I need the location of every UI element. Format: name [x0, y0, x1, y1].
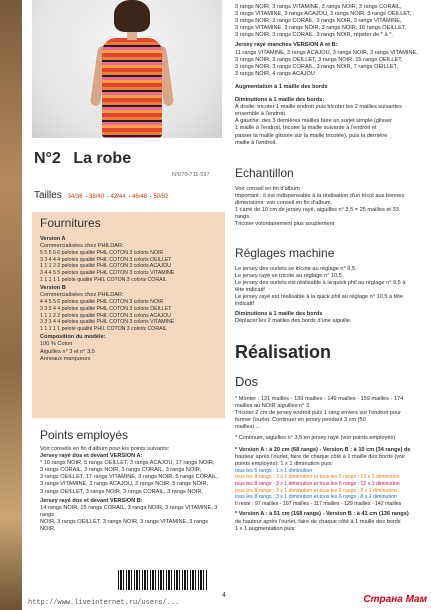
echantillon-line-6: Tricoter volontairement plus souplement — [235, 221, 335, 228]
version-a-sub: Commercialisées chez PHILDAR: — [40, 243, 124, 250]
dim-line-5: passer la maille glissée sur la maille tricotée), puis la dernière — [235, 132, 388, 139]
composition-label: Composition du modèle: — [40, 334, 106, 341]
end-line-2: de hauteur après l'ourlet, faire de chaque côté à 1 maille des bords — [235, 518, 401, 525]
version-a-line-1: 5 5 5 6 6 pelotes qualité PHIL COTON 3 coloris NOIR — [40, 250, 164, 257]
echantillon-line-4: 1 carré de 10 cm de jersey rayé, aiguilles n° 3,5 = 25 mailles et 33 — [235, 207, 399, 214]
aug-label: Augmentation à 1 maille des bords — [235, 83, 328, 90]
page-number: 4 — [222, 592, 226, 599]
dim-line-2: ensemble à l'endroit. — [235, 111, 287, 118]
version-a-line-5: 1 1 1 1 1 pelote qualité PHIL COTON 3 coloris CORAIL — [40, 276, 167, 283]
footer-url[interactable]: http://www.liveinternet.ru/users/... — [28, 599, 180, 607]
version-b-line-3: 1 1 1 2 2 pelotes qualité PHIL COTON 3 coloris ACAJOU — [40, 312, 171, 319]
end-line-1: * Version A : à 51 cm (168 rangs) - Version B : à 41 cm (136 rangs) — [235, 511, 409, 518]
manches-line-2: 3 rangs NOIR, 3 rangs OEILLET, 3 rangs NOIR, 15 rangs OEILLET, — [235, 56, 403, 63]
title-block — [34, 150, 131, 168]
top-line-1: 3 rangs NOIR, 3 rangs VITAMINE, 3 rangs NOIR, 3 rangs CORAIL, — [235, 4, 402, 10]
echantillon-line-5: rangs. — [235, 214, 251, 221]
composition-value: 100 % Coton — [40, 341, 73, 348]
version-a-line-2: 3 3 4 4 4 pelotes qualité PHIL COTON 3 coloris OEILLET — [40, 256, 172, 263]
monter-line-5: mailles) ... — [235, 424, 261, 431]
reglages-dim-label: Diminutions à 1 maille des bords — [235, 310, 323, 317]
version-b-sub: Commercialisées chez PHILDAR: — [40, 292, 124, 299]
points-content — [40, 446, 224, 533]
version-b-line-4: 3 3 3 4 4 pelotes qualité PHIL COTON 3 coloris VITAMINE — [40, 319, 175, 326]
top-line-3: 3 rangs NOIR, 3 rangs CORAIL, 3 rangs NOIR, 3 rangs VITAMINE, — [235, 18, 402, 25]
reglages-line-3: Le jersey des ourlets est réalisable à la quick phil au réglage n° 9,5 à — [235, 280, 406, 287]
version-line: * Version A : à 20 cm (68 rangs) - Version B : à 10 cm (34 rangs) de — [235, 446, 411, 453]
reglages-line-5: Le jersey rayé est réalisable à la quick phil au réglage n° 10,5 à tête — [235, 294, 403, 301]
striped-dress — [102, 38, 162, 138]
continuer-line: * Continuer, aiguilles n° 3,5 en jersey rayé (voir points employés) — [235, 435, 396, 442]
sizes-label: Tailles — [34, 190, 62, 201]
realisation-heading: Réalisation — [235, 342, 332, 362]
reglages-line-2: Le jersey rayé se tricote au réglage n° 10,5 — [235, 273, 342, 280]
reglages-heading: Réglages machine — [235, 246, 335, 260]
fournitures-content — [40, 236, 222, 363]
book-spine — [0, 0, 22, 610]
model-hair — [114, 0, 150, 32]
size-1: 34/36 — [67, 194, 83, 200]
version-a-label: Version A — [40, 236, 66, 242]
aiguilles-line: Aiguilles n° 3 et n° 3,5 — [40, 348, 95, 355]
monter-line-2: mailles au NOIR aiguilles n° 3. — [235, 403, 311, 410]
size-2: 38/40 — [89, 194, 105, 200]
reglages-line-1: Le jersey des ourlets se tricote au réglage n° 9,5 — [235, 266, 356, 272]
jersey-b-line-2: NOIR, 3 rangs OEILLET, 3 rangs NOIR, 3 rangs VITAMINE, 3 rangs NOIR, — [40, 518, 209, 533]
dim-row-2: tous les 8 rangs : 3 x 1 diminution et tous les 6 rangs : 12 x 1 diminution — [235, 474, 400, 481]
magazine-page — [22, 0, 431, 610]
echantillon-line-3: dimensions: voir conseil en fin d'album. — [235, 200, 333, 207]
realisation-content — [235, 396, 427, 533]
version-b-line-1: 4 4 5 5 6 pelotes qualité PHIL COTON 3 coloris NOIR — [40, 299, 164, 306]
pattern-number: N°2 — [34, 150, 61, 167]
version-b-line-2: 3 3 3 4 4 pelotes qualité PHIL COTON 3 coloris OEILLET — [40, 305, 172, 312]
dim-row-3: tous les 8 rangs : 3 x 1 diminution et tous les 6 rangs : 12 x 1 diminution — [235, 481, 400, 488]
echantillon-line-1: Voir conseil en fin d'album — [235, 186, 300, 192]
dim-line-4: 1 maille à l'endroit, tricoter la maille suivante à l'endroit et — [235, 125, 377, 132]
version-line-3: points employés): 1 x 1 diminution puis: — [235, 460, 333, 467]
barcode — [118, 570, 208, 590]
jersey-b-line-1: 14 rangs NOIR, 15 rangs CORAIL, 3 rangs NOIR, 3 rangs VITAMINE, 3 rangs — [40, 504, 218, 518]
version-b-label: Version B — [40, 285, 66, 292]
reglages-line-4: tête indicatif — [235, 287, 265, 294]
manches-line-1: 11 rangs VITAMINE, 3 rangs ACAJOU, 3 rangs NOIR, 3 rangs VITAMINE, — [235, 49, 418, 56]
jersey-a-line-5: 3 rangs OEILLET, 3 rangs NOIR, 3 rangs CORAIL, 3 rangs NOIR, — [40, 488, 203, 495]
top-line-5: 3 rangs NOIR, 3 rangs CORAIL, 3 rangs NOIR, répéter de * à *. — [235, 32, 393, 39]
jersey-b-label: Jersey rayé dos et devant VERSION B: — [40, 497, 143, 504]
echantillon-content — [235, 186, 427, 229]
manches-label: Jersey rayé manches VERSION A et B: — [235, 42, 338, 49]
version-a-line-3: 1 1 1 2 2 pelotes qualité PHIL COTON 3 coloris ACAJOU — [40, 263, 171, 270]
dim-label: Diminutions à 1 maille des bords: — [235, 97, 325, 104]
dim-line-6: maille à l'endroit. — [235, 139, 277, 146]
remain-line: Il reste : 97 mailles - 107 mailles - 117 mailles - 129 mailles - 142 mailles — [235, 500, 402, 507]
anneaux-line: Anneaux marqueurs — [40, 355, 91, 362]
size-5: 50/52 — [153, 194, 169, 200]
jersey-a-line-2: 3 rangs CORAIL, 3 rangs NOIR, 3 rangs CORAIL, 3 rangs NOIR, — [40, 467, 202, 474]
size-4: 46/48 — [131, 194, 147, 200]
model-photo — [32, 0, 222, 138]
dim-line-3: À gauche: des 3 dernières mailles faire un surjet simple (glisser — [235, 118, 393, 125]
dim-row-4: tous les 8 rangs : 3 x 1 diminution et tous les 6 rangs : 8 x 1 diminution — [235, 487, 397, 494]
sizes-row: Tailles 34/36 - 38/40 - 42/44 - 46/48 - 50/52 — [34, 190, 169, 201]
top-line-2: 3 rangs VITAMINE, 3 rangs ACAJOU, 3 rangs NOIR, 3 rangs OEILLET, — [235, 11, 412, 18]
jersey-a-line-3: 3 rangs OEILLET, 17 rangs VITAMINE, 3 rangs NOIR, 5 rangs CORAIL, — [40, 474, 219, 481]
fournitures-heading: Fournitures — [40, 216, 101, 230]
pattern-title: La robe — [73, 150, 132, 167]
points-intro: Voir conseils en fin d'album pour les points suivants: — [40, 446, 170, 452]
end-line-3: 1 x 1 augmentation puis: — [235, 525, 296, 532]
top-line-4: 3 rangs VITAMINE, 3 rangs NOIR, 3 rangs NOIR, 16 rangs OEILLET, — [235, 25, 407, 32]
footer-url-bar — [22, 594, 431, 610]
reglages-line-6: indicatif — [235, 301, 254, 308]
echantillon-line-2: Important : il est indispensable à la réalisation d'un tricot aux bonnes — [235, 193, 405, 200]
size-3: 42/44 — [110, 194, 126, 200]
manches-line-3: 3 rangs NOIR, 3 rangs CORAIL, 3 rangs NOIR, 7 rangs OEILLET, — [235, 63, 398, 70]
version-a-line-4: 3 4 4 5 5 pelotes qualité PHIL COTON 3 coloris VITAMINE — [40, 269, 175, 276]
echantillon-heading: Echantillon — [235, 166, 294, 180]
manches-line-4: 3 rangs NOIR, 4 rangs ACAJOU — [235, 70, 315, 77]
monter-line-3: Tricoter 2 cm de jersey endroit puis 1 rang envers sur l'endroit pour — [235, 410, 401, 417]
reglages-content — [235, 266, 427, 325]
dos-heading: Dos — [235, 374, 259, 389]
jersey-a-label: Jersey rayé dos et devant VERSION A: — [40, 453, 143, 460]
monter-line-4: former l'ourlet. Continuer en jersey pendant 3 cm (50 — [235, 417, 366, 424]
right-top-content — [235, 4, 427, 147]
points-heading: Points employés — [40, 428, 129, 442]
jersey-a-line-1: * 10 rangs NOIR, 5 rangs OEILLET, 3 rangs ACAJOU, 17 rangs NOIR, — [40, 460, 215, 467]
version-b-line-5: 1 1 1 1 1 pelote qualité PHIL COTON 3 coloris CORAIL — [40, 325, 167, 332]
dim-row-1: tous les 6 rangs : 1 x 1 diminution — [235, 467, 313, 474]
dim-row-5: tous les 8 rangs : 3 x 1 diminution et tous les 6 rangs : 8 x 1 diminution — [235, 494, 397, 501]
pattern-ref: N°070-711-597 — [172, 172, 210, 178]
watermark-logo: Страна Мам — [363, 594, 427, 605]
reglages-dim-text: Déplacer les 2 mailles des bords d'une aiguille. — [235, 317, 352, 324]
version-line-2: hauteur après l'ourlet, faire de chaque côté à 1 maille des bords (voir — [235, 453, 406, 460]
dim-line-1: À droite: tricoter 1 maille endroit puis tricoter les 2 mailles suivantes — [235, 104, 402, 111]
monter-line-1: * Monter : 131 mailles - 139 mailles - 149 mailles - 159 mailles - 174 — [235, 396, 404, 402]
jersey-a-line-4: 3 rangs VITAMINE, 3 rangs ACAJOU, 3 rangs NOIR, 5 rangs NOIR, — [40, 481, 209, 488]
